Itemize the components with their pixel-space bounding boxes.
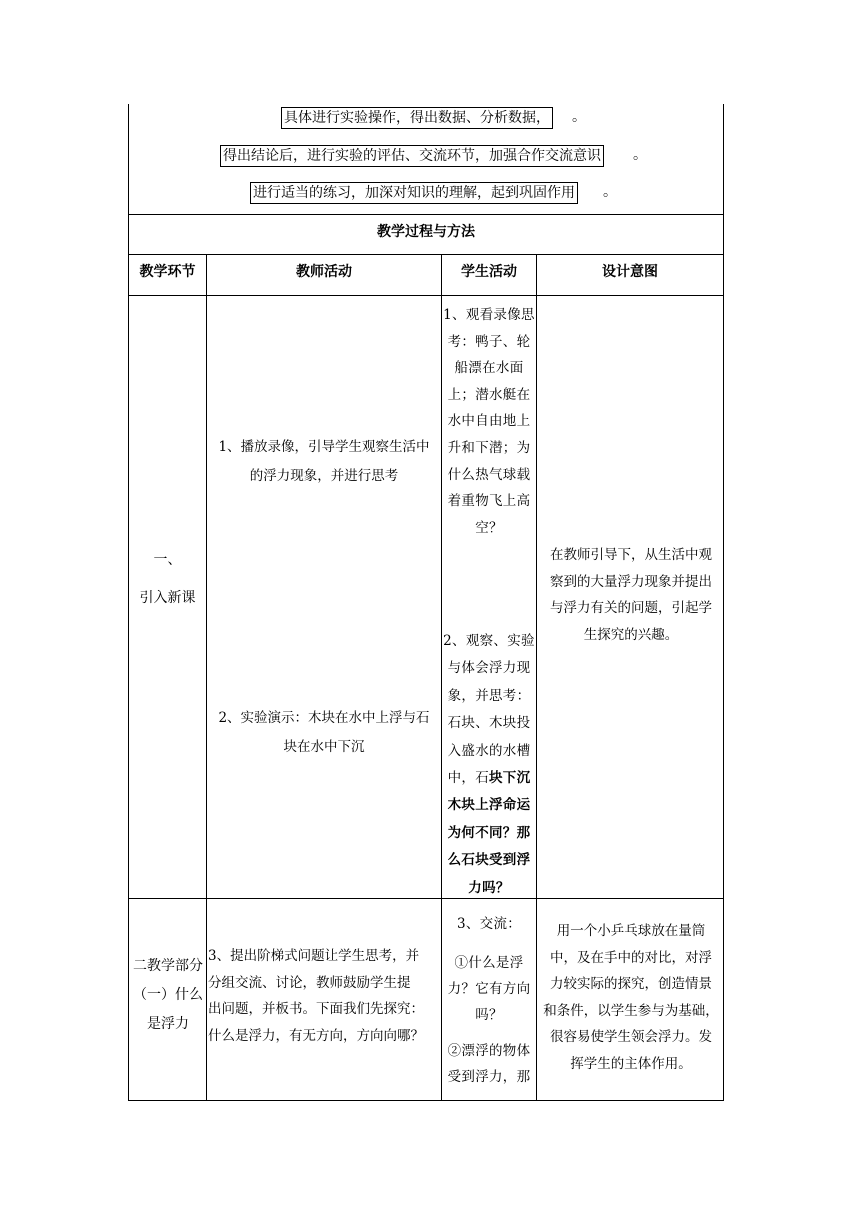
- teacher-activity-2: 2、实验演示：木块在水中上浮与石 块在水中下沉: [218, 710, 430, 755]
- student-activity-3: 3、交流： ①什么是浮 力？它有方向 吗？ ②漂浮的物体 受到浮力，那: [447, 916, 531, 1085]
- section-title: 教学过程与方法: [377, 224, 475, 240]
- stage-number: 一、: [153, 552, 182, 568]
- design-intent-1: 在教师引导下，从生活中观 察到的大量浮力现象并提出 与浮力有关的问题，引起学 生探究的兴趣。: [550, 547, 712, 643]
- column-header-student: 学生活动: [461, 264, 517, 280]
- row-divider: [128, 254, 724, 255]
- teacher-activity-3: 3、提出阶梯式问题让学生思考，并 分组交流、讨论，教师鼓励学生提 出问题，并板书。下面我们先探究： 什么是浮力，有无方向，方向向哪？: [208, 948, 424, 1044]
- row-divider: [128, 295, 724, 296]
- stage-intro: [129, 541, 206, 617]
- objective-text: 得出结论后，进行实验的评估、交流环节，加强合作交流意识: [220, 145, 604, 167]
- student-activity-2: 2、观察、实验 与体会浮力现 象，并思考： 石块、木块投 入盛水的水槽 中，石块下沉 木块上浮命运 为何不同？那 么石块受到浮 力吗？: [441, 628, 537, 902]
- teacher-activity-1: 1、播放录像，引导学生观察生活中 的浮力现象，并进行思考: [218, 439, 430, 484]
- stage-name: 引入新课: [139, 590, 196, 606]
- objective-text: 进行适当的练习，加深对知识的理解，起到巩固作用: [250, 182, 578, 204]
- objective-punct: 。: [603, 184, 617, 200]
- objective-punct: 。: [633, 147, 647, 163]
- design-intent-2: 用一个小乒乓球放在量筒 中，及在手中的对比，对浮 力较实际的探究，创造情景 和条件，以学生参与为基础， 很容易使学生领会浮力。发 挥学生的主体作用。: [543, 923, 719, 1072]
- student-activity-mixed-line: 中，石块下沉: [447, 770, 531, 787]
- row-divider: [128, 898, 724, 899]
- objective-text: 具体进行实验操作，得出数据、分析数据，: [281, 107, 553, 129]
- column-header-teacher: 教师活动: [296, 264, 352, 280]
- column-header-stage: 教学环节: [139, 264, 196, 280]
- student-activity-1: 1、观看录像思 考：鸭子、轮 船漂在水面 上；潜水艇在 水中自由地上 升和下潜；为 什么热气球载 着重物飞上高 空？: [443, 307, 535, 536]
- row-divider: [128, 214, 724, 215]
- stage-buoyancy: 二教学部分 （一）什么 是浮力: [133, 958, 203, 1032]
- column-header-design: 设计意图: [602, 264, 658, 280]
- objective-punct: 。: [572, 109, 586, 125]
- table-bottom-border: [128, 1100, 724, 1101]
